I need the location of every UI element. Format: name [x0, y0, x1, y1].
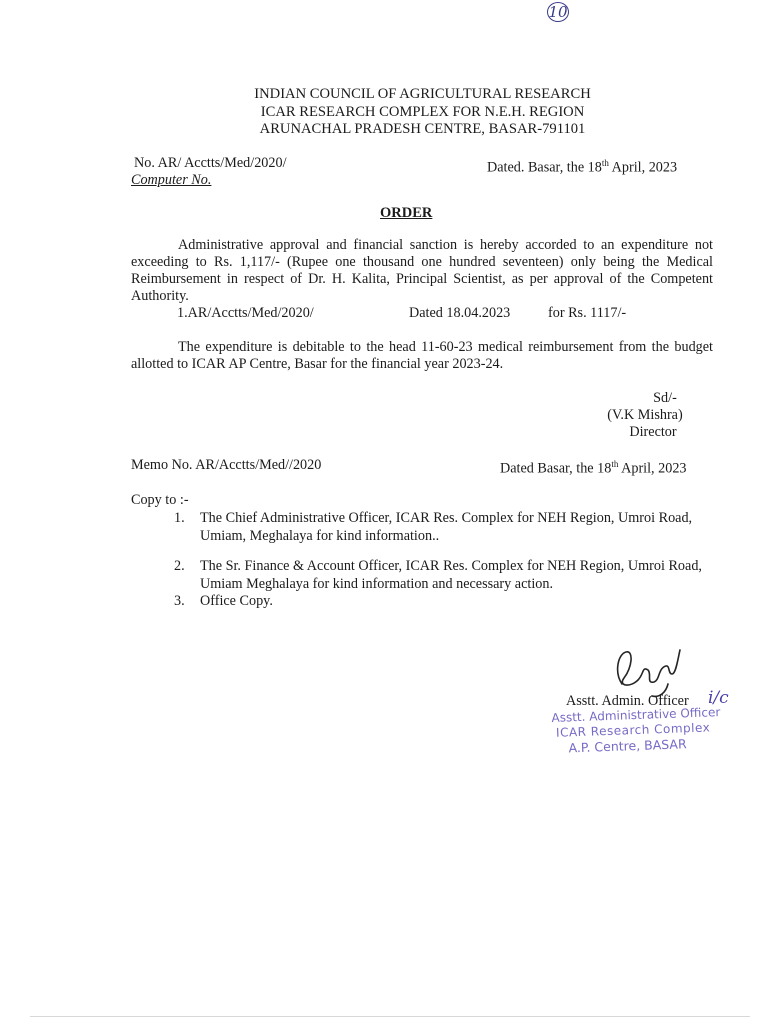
stamp-line-1: Asstt. Administrative Officer	[551, 705, 721, 725]
copy-list	[174, 510, 719, 611]
header-line-1: INDIAN COUNCIL OF AGRICULTURAL RESEARCH	[254, 86, 591, 102]
copy-item-number: 3.	[174, 593, 185, 609]
stamp-line-3: A.P. Centre, BASAR	[568, 736, 687, 756]
office-stamp	[551, 705, 721, 756]
page-edge-line	[30, 1016, 750, 1017]
order-item-date: Dated 18.04.2023	[409, 305, 511, 321]
memo-date	[500, 456, 687, 478]
copy-to-label: Copy to :-	[131, 492, 189, 508]
director-signature-block	[590, 390, 700, 441]
order-item-amount: for Rs. 1117/-	[548, 305, 627, 321]
order-title: ORDER	[380, 205, 433, 221]
order-item-ref: 1.AR/Acctts/Med/2020/	[177, 305, 314, 321]
computer-number: Computer No.	[131, 172, 212, 188]
copy-item-number: 2.	[174, 558, 185, 574]
reference-date-suffix: April, 2023	[608, 159, 678, 176]
header-line-2: ICAR RESEARCH COMPLEX FOR N.E.H. REGION	[260, 103, 585, 120]
reference-date-sup: th	[601, 158, 609, 168]
memo-date-prefix: Dated Basar, the 18	[500, 460, 612, 477]
copy-item	[174, 593, 719, 611]
director-designation: Director	[629, 424, 677, 440]
copy-item-text: The Chief Administrative Officer, ICAR Res. Complex for NEH Region, Umroi Road, Umiam, Meghalaya for kind information..	[200, 510, 693, 544]
handwritten-ic-note: i/c	[708, 688, 729, 708]
reference-number: No. AR/ Acctts/Med/2020/	[134, 155, 287, 171]
memo-date-sup: th	[611, 459, 619, 469]
reference-date-prefix: Dated. Basar, the 18	[487, 159, 602, 176]
copy-item-text: Office Copy.	[200, 593, 273, 609]
asstt-admin-officer: Asstt. Admin. Officer	[566, 693, 689, 709]
header-line-3: ARUNACHAL PRADESH CENTRE, BASAR-791101	[259, 121, 586, 137]
order-paragraph-1-text: Administrative approval and financial sanction is hereby accorded to an expenditure not exceeding to Rs. 1,117/- (Rupee one thousand one hundred seventeen) only being the Medical Reimbursement in respect of Dr. H. Kalita, Principal Scientist, as per approval of the Competent Authority.	[131, 237, 713, 304]
stamp-line-2: ICAR Research Complex	[555, 720, 711, 740]
reference-date	[487, 155, 677, 177]
order-paragraph-2	[131, 339, 713, 373]
copy-item-text: The Sr. Finance & Account Officer, ICAR Res. Complex for NEH Region, Umroi Road, Umiam Meghalaya for kind information and necessary action.	[200, 558, 702, 592]
memo-number: Memo No. AR/Acctts/Med//2020	[131, 457, 322, 473]
director-name: (V.K Mishra)	[607, 407, 683, 423]
sd-mark: Sd/-	[653, 390, 677, 406]
memo-date-suffix: April, 2023	[618, 460, 687, 477]
copy-item-number: 1.	[174, 510, 185, 526]
copy-item	[174, 558, 719, 593]
order-paragraph-1	[131, 237, 713, 305]
copy-item	[174, 510, 719, 545]
page-mark	[547, 2, 569, 22]
order-paragraph-2-text: The expenditure is debitable to the head 11-60-23 medical reimbursement from the budget allotted to ICAR AP Centre, Basar for the financial year 2023-24.	[131, 339, 713, 372]
page-mark-text: 10	[548, 3, 568, 21]
letterhead	[0, 86, 768, 139]
